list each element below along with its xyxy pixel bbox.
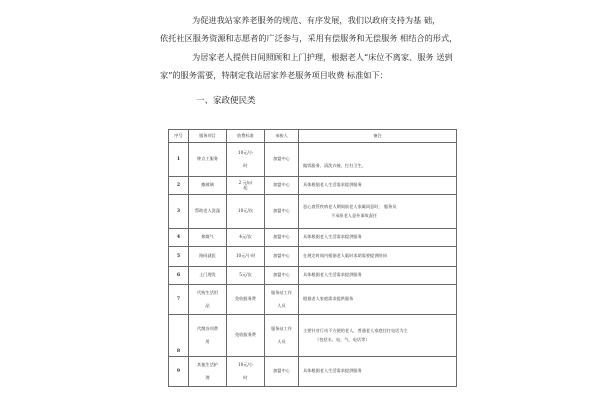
row-no: 6 [169, 267, 189, 285]
header-no: 序号 [169, 130, 189, 143]
table-row [169, 177, 457, 195]
row-note: 根据老人家庭需求提供服务 [299, 285, 457, 315]
row-note: 具体根据老人生活需求提供服务 [299, 229, 457, 247]
row-item: 擦玻璃 [189, 177, 227, 195]
table-row [169, 229, 457, 247]
row-fee: 4元/次 [227, 229, 265, 247]
row-provider: 服务站工作 人员 [265, 285, 299, 315]
intro-line-1: 为促进我站家养老服务的规范、有序发展，我们以政府支持为基 础， [192, 15, 441, 25]
table-row [169, 267, 457, 285]
row-fee: 免收服务费 [227, 315, 265, 357]
row-fee: 免收服务费 [227, 285, 265, 315]
fee-table-container [168, 129, 456, 395]
row-item: 换煤气 [189, 229, 227, 247]
row-provider: 加盟中心 [265, 267, 299, 285]
table-header-row [169, 130, 457, 143]
row-no: 2 [169, 177, 189, 195]
row-note: 做饭服务、清洗衣被、打扫卫生。 [299, 143, 457, 177]
row-provider: 加盟中心 [265, 357, 299, 387]
row-provider: 服务站工作 人员 [265, 315, 299, 357]
table-row [169, 247, 457, 267]
header-item: 服务项目 [189, 130, 227, 143]
row-no: 3 [169, 195, 189, 229]
row-provider: 加盟中心 [265, 247, 299, 267]
row-no: 7 [169, 285, 189, 315]
row-provider: 加盟中心 [265, 229, 299, 247]
row-item: 上门理发 [189, 267, 227, 285]
row-note: 具体根据老人生活需求提供服务 [299, 357, 457, 387]
table-row [169, 195, 457, 229]
row-note: 恶心查管疾病老人期间前老人家属同意时， 服务员 不承担老人意外事故责任 [299, 195, 457, 229]
row-fee: 10元/小 时 [227, 143, 265, 177]
row-no: 8 [169, 315, 189, 357]
row-item: 陪同就医 [189, 247, 227, 267]
row-provider: 加盟中心 [265, 177, 299, 195]
row-fee: 5元/次 [227, 267, 265, 285]
row-provider: 加盟中心 [265, 195, 299, 229]
row-note: 具体根据老人生活需求提供服务 [299, 177, 457, 195]
row-note: 主要针对行动不方便的老人，普通老人家庭往打电话为主 （包括水、电、气、电话等） [299, 315, 457, 357]
row-fee: 10元/次 [227, 195, 265, 229]
row-fee: 10元/小 时 [227, 357, 265, 387]
row-item: 代购生活用 品 [189, 285, 227, 315]
intro-line-2: 依托社区服务资源和志愿者的广泛参与，采用有偿服务和无偿服务 相结合的形式， [160, 33, 458, 43]
table-row [169, 285, 457, 315]
row-item: 帮助老人洗澡 [189, 195, 227, 229]
intro-line-4: 家”的服务需要，特制定我站居家养老服务项目收费 标准如下： [160, 70, 388, 80]
row-no: 4 [169, 229, 189, 247]
row-no: 9 [169, 357, 189, 387]
row-item: 代缴各项费 用 [189, 315, 227, 357]
intro-line-3: 为居家老人提供日间照顾和上门护理，根据老人“床位不离家、服务 送到 [192, 52, 453, 62]
row-note: 具体根据老人生活需求提供服务 [299, 267, 457, 285]
row-provider: 加盟中心 [265, 143, 299, 177]
row-note: 在规定时间内根据老人临时求助需要提供陪同 [299, 247, 457, 267]
row-item: 钟点工服务 [189, 143, 227, 177]
fee-table [168, 129, 457, 387]
row-fee: 10元/小时 [227, 247, 265, 267]
row-fee: 2 元/㎡ 起 [227, 177, 265, 195]
row-no: 5 [169, 247, 189, 267]
table-row [169, 315, 457, 357]
header-provider: 承接人 [265, 130, 299, 143]
section-heading: 一、家政便民类 [196, 96, 256, 106]
row-item: 其他生活护 理 [189, 357, 227, 387]
table-row [169, 357, 457, 387]
header-fee: 收费标准 [227, 130, 265, 143]
header-note: 备注 [299, 130, 457, 143]
row-no: 1 [169, 143, 189, 177]
table-row [169, 143, 457, 177]
